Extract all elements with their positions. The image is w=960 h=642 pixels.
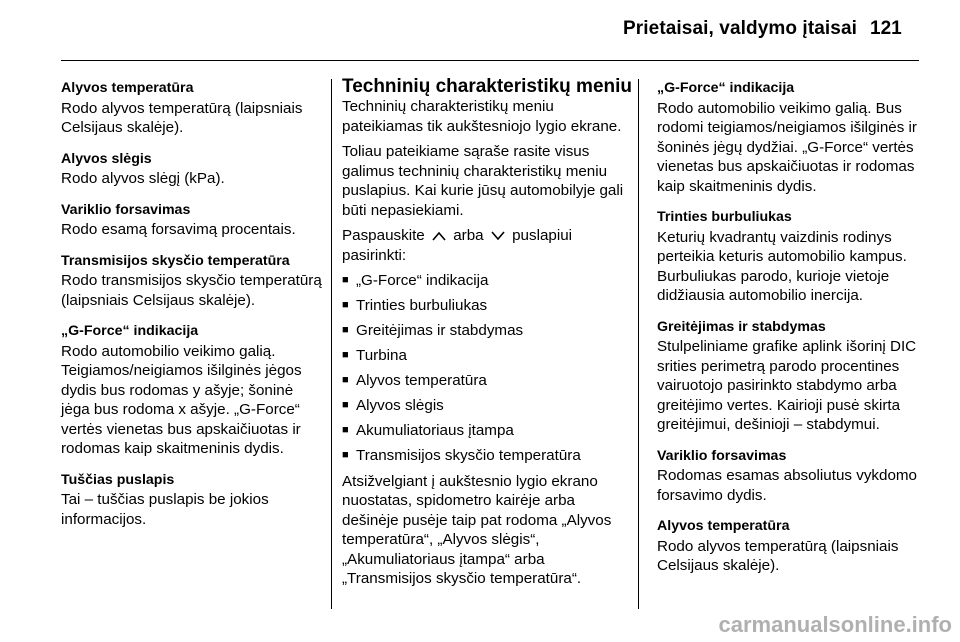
section-engine-boost (657, 447, 922, 506)
bullet-icon: ■ (342, 274, 349, 286)
section-heading: Transmisijos skysčio temperatūra (61, 252, 290, 269)
section-body: Tai – tuščias puslapis be jokios informacijos. (61, 491, 269, 528)
section-heading: Tuščias puslapis (61, 471, 175, 488)
list-item: ■ Turbina (342, 347, 407, 364)
page-header (0, 0, 960, 64)
section-heading: Alyvos temperatūra (657, 518, 790, 534)
column-middle (342, 76, 633, 595)
section-body: Stulpeliniame grafike aplink išorinį DIC srities perimetrą parodo procentines vairuotojo pasirinkto stabdymo arba greitėjimo vertes. Kairioji pusė skirta greitėjimui, dešinioji – stabdymui. (657, 338, 917, 433)
column-left (61, 79, 323, 541)
section-body: Rodo alyvos slėgį (kPa). (61, 170, 225, 187)
press-text: Paspauskite (342, 227, 425, 244)
press-instruction (342, 226, 624, 265)
section-transmission-temperature (61, 252, 323, 311)
section-friction-bubble (657, 208, 922, 306)
press-after-text: puslapiui pasirinkti: (342, 227, 573, 264)
watermark: carmanualsonline.info (718, 612, 952, 637)
list-item: ■ Alyvos slėgis (342, 397, 444, 414)
section-body: Rodo alyvos temperatūrą (laipsniais Celsijaus skalėje). (657, 537, 899, 574)
page-title: Prietaisai, valdymo įtaisai (623, 18, 857, 39)
section-body: Rodo automobilio veikimo galią. Teigiamos/neigiamos išilginės jėgos dydis bus rodomas y ašyje; šoninė jėga bus rodoma x ašyje. „G-Force“ vertės vienetas bus apskaičiuotas ir rodomas kaip skaitmeninis dydis. (61, 342, 302, 457)
section-heading: Variklio forsavimas (657, 447, 787, 464)
page-number: 121 (870, 18, 902, 39)
section-heading: Alyvos slėgis (61, 150, 152, 167)
page-list (342, 271, 624, 466)
section-oil-temperature (61, 79, 323, 138)
bullet-icon: ■ (342, 399, 349, 411)
chevron-down-icon (491, 231, 505, 241)
bullet-icon: ■ (342, 374, 349, 386)
list-item: ■ Transmisijos skysčio temperatūra (342, 447, 581, 464)
section-heading: „G-Force“ indikacija (657, 80, 795, 96)
bullet-icon: ■ (342, 324, 349, 336)
bullet-icon: ■ (342, 349, 349, 361)
header-rule (61, 60, 919, 61)
section-body: Rodo transmisijos skysčio temperatūrą (laipsniais Celsijaus skalėje). (61, 272, 322, 309)
section-engine-boost (61, 201, 323, 240)
bullet-icon: ■ (342, 299, 349, 311)
outro-paragraph: Atsižvelgiant į aukštesnio lygio ekrano nuostatas, spidometro kairėje arba dešinėje pusėje taip pat rodoma „Alyvos temperatūra“, „Alyvos slėgis“, „Akumuliatoriaus įtampa“ arba „Transmisijos skysčio temperatūra“. (342, 472, 612, 587)
section-blank-page (61, 471, 323, 530)
list-item: ■ Trinties burbuliukas (342, 297, 488, 314)
column-right (657, 79, 922, 588)
section-body: Keturių kvadrantų vaizdinis rodinys perteikia keturis automobilio kampus. Burbuliukas parodo, kurioje vietoje didžiausia automobilio inercija. (657, 228, 907, 304)
section-oil-temperature (657, 517, 922, 576)
section-body: Rodomas esamas absoliutus vykdomo forsavimo dydis. (657, 467, 917, 504)
section-oil-pressure (61, 150, 323, 189)
list-item: ■ Greitėjimas ir stabdymas (342, 322, 524, 339)
list-paragraph: Toliau pateikiame sąraše rasite visus galimus techninių charakteristikų meniu puslapius. Kai kurie jūsų automobilyje gali būti nepasiekiami. (342, 143, 624, 219)
column-divider-right (638, 79, 639, 609)
section-acceleration-braking (657, 318, 922, 435)
section-heading: Trinties burbuliukas (657, 209, 792, 225)
section-heading: Variklio forsavimas (61, 201, 191, 218)
section-body: Rodo esamą forsavimą procentais. (61, 221, 296, 238)
chevron-up-icon (432, 231, 446, 241)
section-body: Rodo alyvos temperatūrą (laipsniais Celsijaus skalėje). (61, 99, 303, 136)
column-divider-left (331, 79, 332, 609)
section-title-performance-menu: Techninių charakteristikų meniu (342, 76, 633, 97)
section-heading: „G-Force“ indikacija (61, 323, 199, 339)
section-g-force (61, 322, 323, 459)
or-text: arba (453, 227, 484, 244)
section-g-force (657, 79, 922, 196)
list-item: ■ „G-Force“ indikacija (342, 272, 489, 289)
list-item: ■ Alyvos temperatūra (342, 372, 487, 389)
section-body: Rodo automobilio veikimo galią. Bus rodomi teigiamos/neigiamos išilginės ir šoninės jėgų dydžiai. „G-Force“ vertės vienetas bus apskaičiuotas ir rodomas kaip skaitmeninis dydis. (657, 99, 917, 195)
bullet-icon: ■ (342, 449, 349, 461)
bullet-icon: ■ (342, 424, 349, 436)
section-heading: Alyvos temperatūra (61, 80, 194, 96)
intro-paragraph: Techninių charakteristikų meniu pateikiamas tik aukštesniojo lygio ekrane. (342, 98, 622, 135)
section-heading: Greitėjimas ir stabdymas (657, 318, 826, 335)
list-item: ■ Akumuliatoriaus įtampa (342, 422, 514, 439)
